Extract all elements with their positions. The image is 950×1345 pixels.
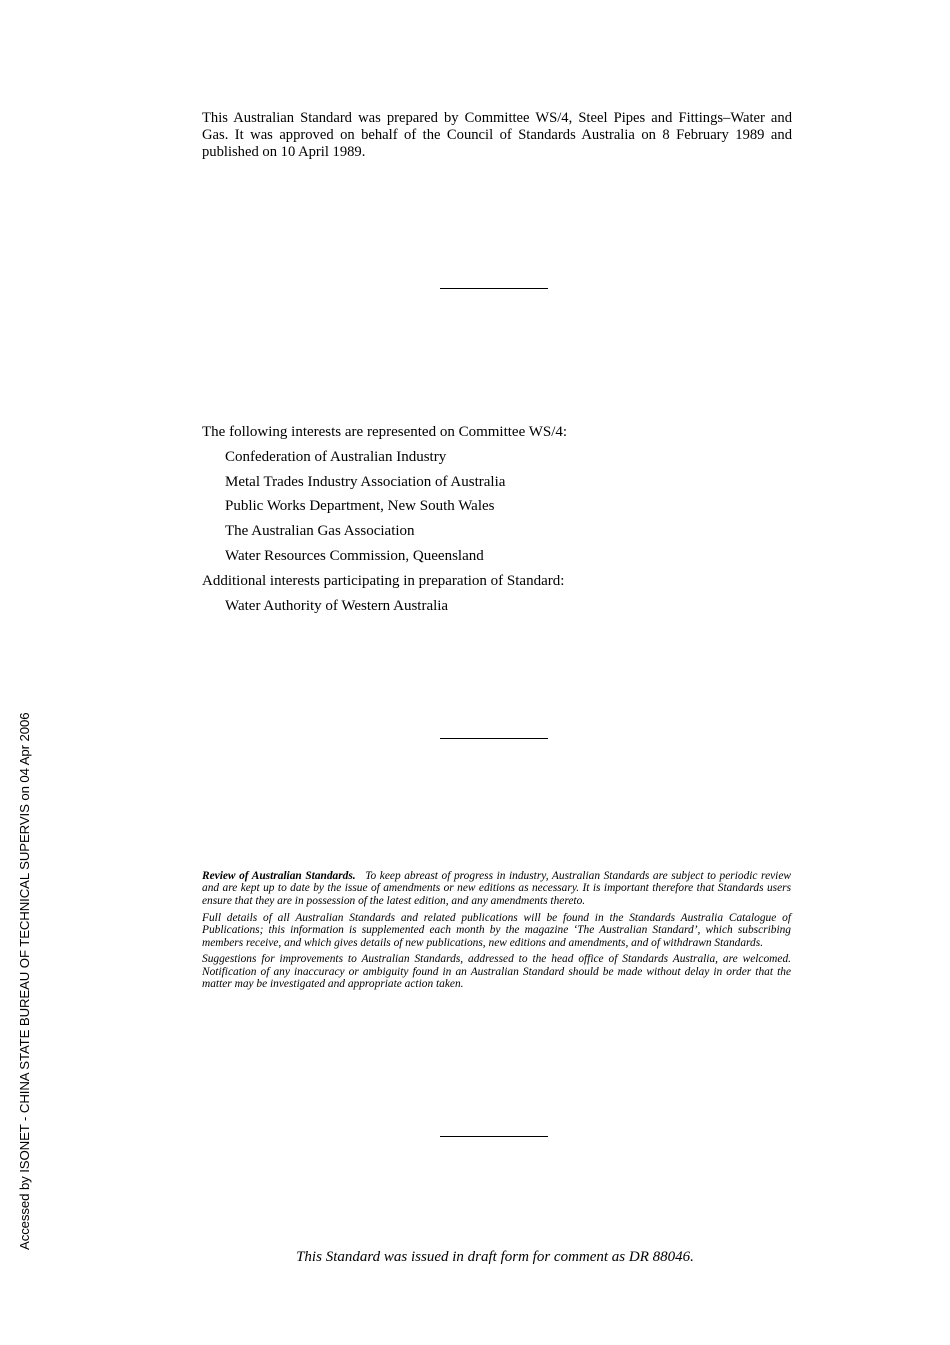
committee-heading: The following interests are represented on Committee WS/4: [202,424,568,440]
review-paragraph-3: Suggestions for improvements to Australian Standards, addressed to the head office of Standards Australia, are welcomed. Notification of any inaccuracy or ambiguity found in an Australian Standard should be made without delay in order that the matter may be investigated and appropriate action taken. [202,953,791,991]
committee-member: The Australian Gas Association [225,523,415,540]
review-text-1: To keep abreast of progress in industry, Australian Standards are subject to periodic review and are kept up to date by the issue of amendments or new editions as necessary. It is important therefore that Standards users ensure that they are in possession of the latest edition, and any amendments thereto. [202,870,791,907]
review-title: Review of Australian Standards. [202,870,356,882]
draft-note: This Standard was issued in draft form for comment as DR 88046. [296,1249,694,1265]
committee-member: Public Works Department, New South Wales [225,498,495,515]
separator-rule [440,738,548,739]
additional-member: Water Authority of Western Australia [225,597,449,614]
access-stamp: Accessed by ISONET - CHINA STATE BUREAU OF TECHNICAL SUPERVIS on 04 Apr 2006 [17,712,32,1250]
review-paragraph-2: Full details of all Australian Standards and related publications will be found in the Standards Australia Catalogue of Publications; this information is supplemented each month by the magazine ‘The Australian Standard’, which subscribing members receive, and which gives details of new publications, new editions and amendments, and of withdrawn Standards. [202,911,791,949]
separator-rule [440,1136,548,1137]
access-stamp-container [14,714,36,1250]
review-notice [202,870,791,995]
committee-interests [202,420,802,618]
review-paragraph-1 [202,870,791,907]
additional-interests-heading: Additional interests participating in preparation of Standard: [202,572,565,589]
preparation-note: This Australian Standard was prepared by Committee WS/4, Steel Pipes and Fittings–Water and Gas. It was approved on behalf of the Council of Standards Australia on 8 February 1989 and published on 10 April 1989. [202,110,792,160]
separator-rule [440,288,548,289]
committee-member: Water Resources Commission, Queensland [225,547,484,564]
committee-member: Metal Trades Industry Association of Australia [225,473,506,490]
committee-member: Confederation of Australian Industry [225,448,447,465]
